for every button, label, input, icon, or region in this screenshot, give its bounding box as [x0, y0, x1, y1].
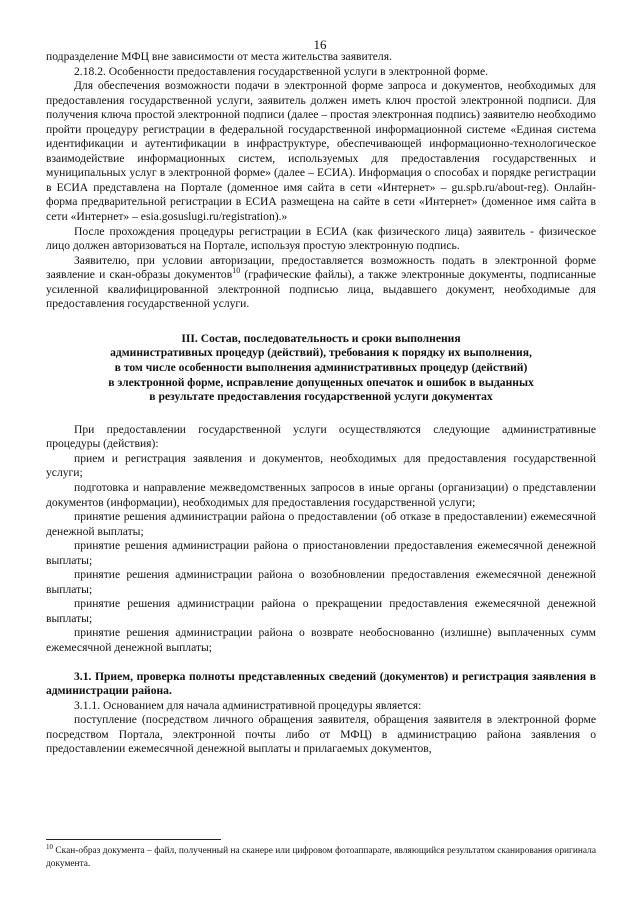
section-heading [46, 332, 596, 405]
subsection-heading: 3.1. Прием, проверка полноты представленных сведений (документов) и регистрация заявления в администрации района. [46, 669, 596, 698]
footnote-divider [46, 839, 221, 840]
list-item: прием и регистрация заявления и документов, необходимых для предоставления государственной услуги; [46, 451, 596, 480]
section-heading-line: в том числе особенности выполнения административных процедур (действий) [114, 361, 528, 375]
paragraph: подразделение МФЦ вне зависимости от места жительства заявителя. [46, 50, 392, 63]
document-body [46, 50, 596, 757]
section-heading-line: административных процедур (действий), требования к порядку их выполнения, [110, 346, 532, 360]
section-heading-line: III. Состав, последовательность и сроки выполнения [181, 331, 461, 345]
paragraph-authorization [46, 254, 596, 312]
footnote-marker: 10 [46, 842, 53, 851]
section-heading-line: в результате предоставления государственной услуги документах [149, 390, 493, 404]
paragraph: После прохождения процедуры регистрации в ЕСИА (как физического лица) заявитель - физическое лицо должен авторизоваться на Портале, используя простую электронную подпись. [46, 224, 596, 253]
procedures-intro: При предоставлении государственной услуги осуществляются следующие административные процедуры (действия): [46, 422, 596, 451]
paragraph: поступление (посредством личного обращения заявителя, обращения заявителя в электронной форме посредством Портала, электронной почты либо от МФЦ) в администрацию района заявления о предоставлении ежемесячной денежной выплаты и прилагаемых документов, [46, 713, 596, 756]
list-item: принятие решения администрации района о возврате необоснованно (излишне) выплаченных сумм ежемесячной денежной выплаты; [46, 626, 596, 655]
paragraph: 2.18.2. Особенности предоставления государственной услуги в электронной форме. [74, 64, 489, 78]
page-number: 16 [313, 37, 327, 52]
list-item: принятие решения администрации района о предоставлении (об отказе в предоставлении) ежемесячной денежной выплаты; [46, 510, 596, 538]
footnote [46, 842, 596, 870]
list-item: принятие решения администрации района о прекращении предоставления ежемесячной денежной выплаты; [46, 597, 596, 625]
list-item: принятие решения администрации района о приостановлении предоставления ежемесячной денежной выплаты; [46, 539, 596, 567]
paragraph: 3.1.1. Основанием для начала административной процедуры является: [74, 698, 422, 712]
section-heading-line: в электронной форме, исправление допущенных опечаток и ошибок в выданных [108, 375, 534, 389]
paragraph-text: (графические файлы), а также электронные документы, подписанные усиленной квалифицированной электронной подписью лица, выдавшего документ, необходимые для предоставления государственной услуги. [46, 268, 596, 311]
footnote-text: Скан-образ документа – файл, полученный на сканере или цифровом фотоаппарате, являющийся результатом сканирования оригинала документа. [46, 846, 596, 869]
footnote-reference[interactable]: 10 [232, 266, 241, 276]
paragraph: Для обеспечения возможности подачи в электронной форме запроса и документов, необходимых для предоставления государственной услуги, заявитель должен иметь ключ простой электронной подписи. Для получения ключа простой электронной подписи (далее – простая электронная подпись) заявителю необходимо пройти процедуру регистрации в федеральной государственной информационной системе «Единая система идентификации и аутентификации в инфраструктуре, обеспечивающей информационно-технологическое взаимодействие информационных систем, используемых для предоставления государственных и муниципальных услуг в электронной форме» (далее – ЕСИА). Информация о способах и порядке регистрации в ЕСИА представлена на Портале (доменное имя сайта в сети «Интернет» – gu.spb.ru/about-reg). Онлайн-форма предварительной регистрации в ЕСИА размещена на сайте в сети «Интернет» (доменное имя сайта в сети «Интернет» – esia.gosuslugi.ru/registration).» [46, 79, 596, 224]
list-item: принятие решения администрации района о возобновлении предоставления ежемесячной денежной выплаты; [46, 568, 596, 596]
list-item: подготовка и направление межведомственных запросов в иные органы (организации) о представлении документов (информации), необходимых для предоставления государственной услуги; [46, 481, 596, 509]
paragraph-text: Заявителю, при условии авторизации, предоставляется возможность подать в электронной форме заявление и скан-образы документов [46, 253, 596, 282]
